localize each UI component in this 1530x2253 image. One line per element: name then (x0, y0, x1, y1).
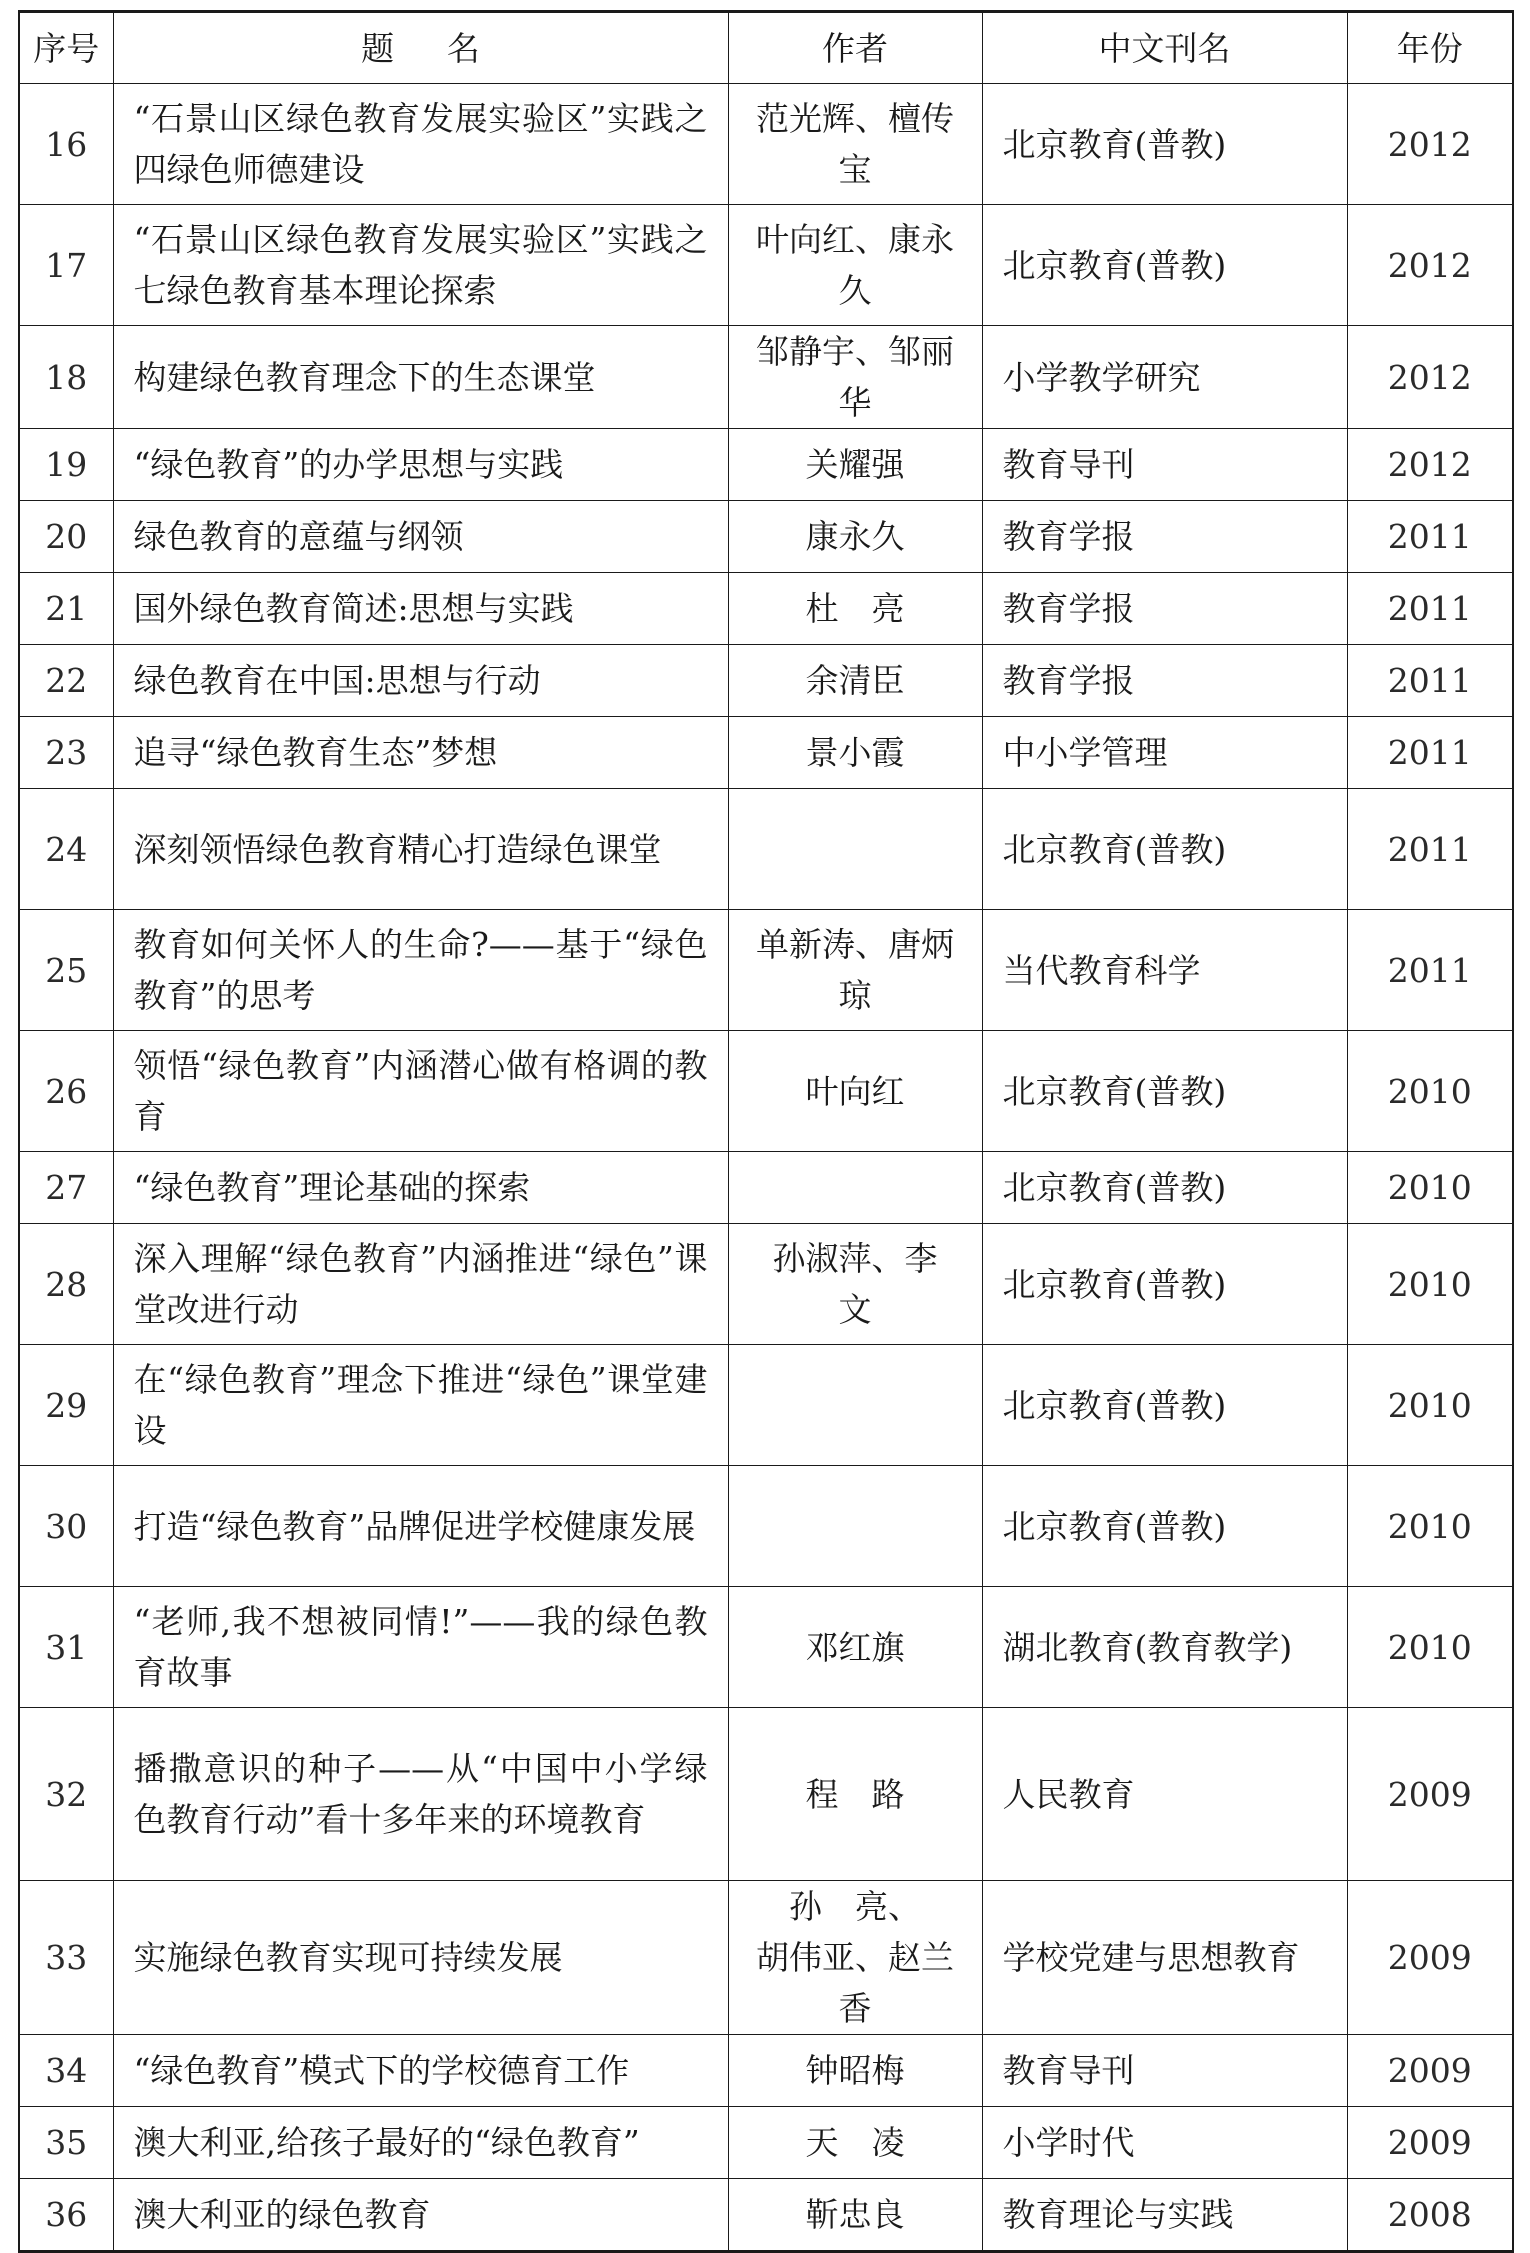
table-row (19, 2107, 1513, 2179)
cell-number: 25 (19, 910, 113, 1031)
cell-year: 2012 (1347, 84, 1513, 205)
cell-author: 杜 亮 (728, 573, 982, 645)
cell-author (728, 789, 982, 910)
cell-title: 实施绿色教育实现可持续发展 (113, 1881, 728, 2035)
cell-year: 2011 (1347, 717, 1513, 789)
table-row (19, 645, 1513, 717)
cell-journal: 教育导刊 (982, 429, 1347, 501)
table-row (19, 1587, 1513, 1708)
cell-author: 邓红旗 (728, 1587, 982, 1708)
cell-author: 景小霞 (728, 717, 982, 789)
cell-year: 2010 (1347, 1587, 1513, 1708)
cell-journal: 北京教育(普教) (982, 84, 1347, 205)
table-row (19, 573, 1513, 645)
table-row (19, 501, 1513, 573)
cell-journal: 人民教育 (982, 1708, 1347, 1881)
cell-number: 33 (19, 1881, 113, 2035)
cell-year: 2009 (1347, 2035, 1513, 2107)
cell-title: “绿色教育”的办学思想与实践 (113, 429, 728, 501)
cell-title: 深入理解“绿色教育”内涵推进“绿色”课堂改进行动 (113, 1224, 728, 1345)
cell-year: 2009 (1347, 1708, 1513, 1881)
cell-title: 绿色教育在中国:思想与行动 (113, 645, 728, 717)
cell-number: 21 (19, 573, 113, 645)
cell-year: 2009 (1347, 2107, 1513, 2179)
cell-author: 邹静宇、邹丽华 (728, 326, 982, 429)
cell-number: 16 (19, 84, 113, 205)
cell-number: 22 (19, 645, 113, 717)
table-row (19, 326, 1513, 429)
cell-year: 2012 (1347, 326, 1513, 429)
cell-title: 领悟“绿色教育”内涵潜心做有格调的教育 (113, 1031, 728, 1152)
cell-title: 在“绿色教育”理念下推进“绿色”课堂建设 (113, 1345, 728, 1466)
cell-year: 2010 (1347, 1152, 1513, 1224)
cell-number: 34 (19, 2035, 113, 2107)
cell-title: 深刻领悟绿色教育精心打造绿色课堂 (113, 789, 728, 910)
table-row (19, 789, 1513, 910)
cell-year: 2010 (1347, 1031, 1513, 1152)
cell-number: 20 (19, 501, 113, 573)
cell-title: 构建绿色教育理念下的生态课堂 (113, 326, 728, 429)
cell-number: 30 (19, 1466, 113, 1587)
cell-author (728, 1466, 982, 1587)
cell-year: 2011 (1347, 789, 1513, 910)
cell-year: 2008 (1347, 2179, 1513, 2252)
table-row (19, 2035, 1513, 2107)
cell-year: 2011 (1347, 501, 1513, 573)
reference-table (18, 10, 1514, 2253)
cell-number: 27 (19, 1152, 113, 1224)
header-no: 序号 (19, 12, 113, 84)
cell-author: 靳忠良 (728, 2179, 982, 2252)
cell-journal: 北京教育(普教) (982, 1345, 1347, 1466)
cell-author: 程 路 (728, 1708, 982, 1881)
cell-author: 钟昭梅 (728, 2035, 982, 2107)
cell-author: 余清臣 (728, 645, 982, 717)
table-row (19, 1224, 1513, 1345)
cell-title: 澳大利亚的绿色教育 (113, 2179, 728, 2252)
cell-title: 国外绿色教育简述:思想与实践 (113, 573, 728, 645)
table-row (19, 1466, 1513, 1587)
cell-title: 教育如何关怀人的生命?——基于“绿色教育”的思考 (113, 910, 728, 1031)
cell-author: 天 凌 (728, 2107, 982, 2179)
cell-title: “石景山区绿色教育发展实验区”实践之四绿色师德建设 (113, 84, 728, 205)
cell-number: 26 (19, 1031, 113, 1152)
cell-number: 18 (19, 326, 113, 429)
cell-journal: 中小学管理 (982, 717, 1347, 789)
cell-number: 19 (19, 429, 113, 501)
cell-title: “绿色教育”模式下的学校德育工作 (113, 2035, 728, 2107)
table-row (19, 2179, 1513, 2252)
cell-journal: 教育学报 (982, 501, 1347, 573)
cell-number: 28 (19, 1224, 113, 1345)
cell-journal: 湖北教育(教育教学) (982, 1587, 1347, 1708)
cell-journal: 学校党建与思想教育 (982, 1881, 1347, 2035)
cell-journal: 北京教育(普教) (982, 789, 1347, 910)
header-row (19, 12, 1513, 84)
table-row (19, 1152, 1513, 1224)
table-row (19, 1031, 1513, 1152)
cell-title: “绿色教育”理论基础的探索 (113, 1152, 728, 1224)
cell-title: 追寻“绿色教育生态”梦想 (113, 717, 728, 789)
cell-journal: 北京教育(普教) (982, 1466, 1347, 1587)
cell-journal: 小学时代 (982, 2107, 1347, 2179)
cell-number: 29 (19, 1345, 113, 1466)
cell-number: 35 (19, 2107, 113, 2179)
table-row (19, 717, 1513, 789)
table-row (19, 429, 1513, 501)
cell-author: 孙 亮、 胡伟亚、赵兰香 (728, 1881, 982, 2035)
cell-year: 2012 (1347, 429, 1513, 501)
table-row (19, 1345, 1513, 1466)
cell-author: 关耀强 (728, 429, 982, 501)
cell-number: 32 (19, 1708, 113, 1881)
cell-year: 2010 (1347, 1224, 1513, 1345)
header-title: 题名 (113, 12, 728, 84)
cell-journal: 北京教育(普教) (982, 205, 1347, 326)
cell-author: 单新涛、唐炳琼 (728, 910, 982, 1031)
cell-year: 2011 (1347, 645, 1513, 717)
cell-title: 澳大利亚,给孩子最好的“绿色教育” (113, 2107, 728, 2179)
header-year: 年份 (1347, 12, 1513, 84)
cell-author (728, 1152, 982, 1224)
cell-journal: 教育学报 (982, 645, 1347, 717)
cell-journal: 教育学报 (982, 573, 1347, 645)
cell-number: 36 (19, 2179, 113, 2252)
cell-journal: 北京教育(普教) (982, 1031, 1347, 1152)
cell-title: “石景山区绿色教育发展实验区”实践之七绿色教育基本理论探索 (113, 205, 728, 326)
cell-title: 播撒意识的种子——从“中国中小学绿色教育行动”看十多年来的环境教育 (113, 1708, 728, 1881)
cell-year: 2011 (1347, 573, 1513, 645)
cell-number: 24 (19, 789, 113, 910)
cell-title: 打造“绿色教育”品牌促进学校健康发展 (113, 1466, 728, 1587)
cell-title: 绿色教育的意蕴与纲领 (113, 501, 728, 573)
cell-journal: 当代教育科学 (982, 910, 1347, 1031)
cell-number: 31 (19, 1587, 113, 1708)
cell-year: 2012 (1347, 205, 1513, 326)
cell-year: 2010 (1347, 1466, 1513, 1587)
table-row (19, 84, 1513, 205)
table-row (19, 1708, 1513, 1881)
cell-journal: 教育导刊 (982, 2035, 1347, 2107)
cell-year: 2010 (1347, 1345, 1513, 1466)
cell-author: 范光辉、檀传宝 (728, 84, 982, 205)
table-row (19, 1881, 1513, 2035)
cell-journal: 北京教育(普教) (982, 1224, 1347, 1345)
cell-journal: 小学教学研究 (982, 326, 1347, 429)
cell-journal: 北京教育(普教) (982, 1152, 1347, 1224)
cell-journal: 教育理论与实践 (982, 2179, 1347, 2252)
cell-year: 2009 (1347, 1881, 1513, 2035)
cell-author: 叶向红、康永久 (728, 205, 982, 326)
cell-author: 叶向红 (728, 1031, 982, 1152)
table-row (19, 205, 1513, 326)
cell-year: 2011 (1347, 910, 1513, 1031)
cell-number: 17 (19, 205, 113, 326)
cell-author: 康永久 (728, 501, 982, 573)
cell-author: 孙淑萍、李 文 (728, 1224, 982, 1345)
cell-author (728, 1345, 982, 1466)
cell-number: 23 (19, 717, 113, 789)
cell-title: “老师,我不想被同情!”——我的绿色教育故事 (113, 1587, 728, 1708)
header-author: 作者 (728, 12, 982, 84)
header-journal: 中文刊名 (982, 12, 1347, 84)
table-row (19, 910, 1513, 1031)
table-body (19, 84, 1513, 2252)
